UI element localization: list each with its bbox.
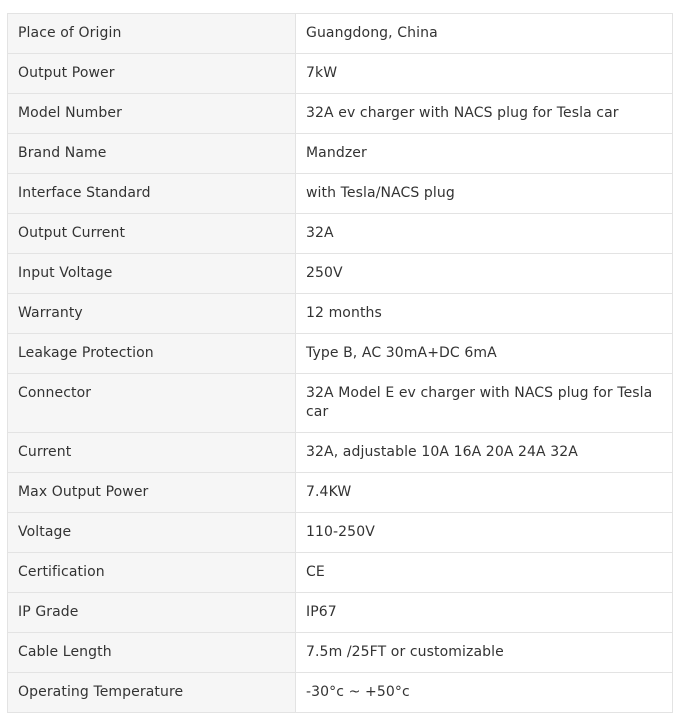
- table-row: [8, 673, 673, 713]
- table-row: [8, 54, 673, 94]
- spec-label: Warranty: [8, 294, 296, 334]
- spec-label: Brand Name: [8, 134, 296, 174]
- spec-value: with Tesla/NACS plug: [296, 174, 673, 214]
- spec-label: Max Output Power: [8, 473, 296, 513]
- spec-value: 7.5m /25FT or customizable: [296, 633, 673, 673]
- spec-value: 32A: [296, 214, 673, 254]
- spec-value: 250V: [296, 254, 673, 294]
- spec-value: Type B, AC 30mA+DC 6mA: [296, 334, 673, 374]
- table-row: [8, 174, 673, 214]
- spec-value: Guangdong, China: [296, 14, 673, 54]
- spec-label: Output Current: [8, 214, 296, 254]
- spec-table: [7, 13, 673, 713]
- table-row: [8, 553, 673, 593]
- spec-label: Voltage: [8, 513, 296, 553]
- table-row: [8, 294, 673, 334]
- table-row: [8, 134, 673, 174]
- table-row: [8, 433, 673, 473]
- spec-label: Input Voltage: [8, 254, 296, 294]
- table-row: [8, 513, 673, 553]
- spec-label: Certification: [8, 553, 296, 593]
- spec-value: 7kW: [296, 54, 673, 94]
- table-row: [8, 94, 673, 134]
- spec-value: 32A ev charger with NACS plug for Tesla car: [296, 94, 673, 134]
- table-row: [8, 214, 673, 254]
- table-row: [8, 14, 673, 54]
- spec-value: 110-250V: [296, 513, 673, 553]
- spec-value: 32A Model E ev charger with NACS plug for Tesla car: [296, 374, 673, 433]
- spec-label: Leakage Protection: [8, 334, 296, 374]
- spec-label: Operating Temperature: [8, 673, 296, 713]
- spec-value: Mandzer: [296, 134, 673, 174]
- spec-label: Place of Origin: [8, 14, 296, 54]
- spec-value: IP67: [296, 593, 673, 633]
- table-row: [8, 334, 673, 374]
- spec-label: Cable Length: [8, 633, 296, 673]
- table-row: [8, 473, 673, 513]
- spec-value: 7.4KW: [296, 473, 673, 513]
- spec-value: CE: [296, 553, 673, 593]
- spec-value: -30°c ~ +50°c: [296, 673, 673, 713]
- spec-label: Current: [8, 433, 296, 473]
- spec-label: Output Power: [8, 54, 296, 94]
- spec-label: IP Grade: [8, 593, 296, 633]
- spec-label: Model Number: [8, 94, 296, 134]
- table-row: [8, 593, 673, 633]
- spec-label: Connector: [8, 374, 296, 433]
- table-row: [8, 374, 673, 433]
- spec-value: 12 months: [296, 294, 673, 334]
- table-row: [8, 633, 673, 673]
- spec-label: Interface Standard: [8, 174, 296, 214]
- table-row: [8, 254, 673, 294]
- spec-value: 32A, adjustable 10A 16A 20A 24A 32A: [296, 433, 673, 473]
